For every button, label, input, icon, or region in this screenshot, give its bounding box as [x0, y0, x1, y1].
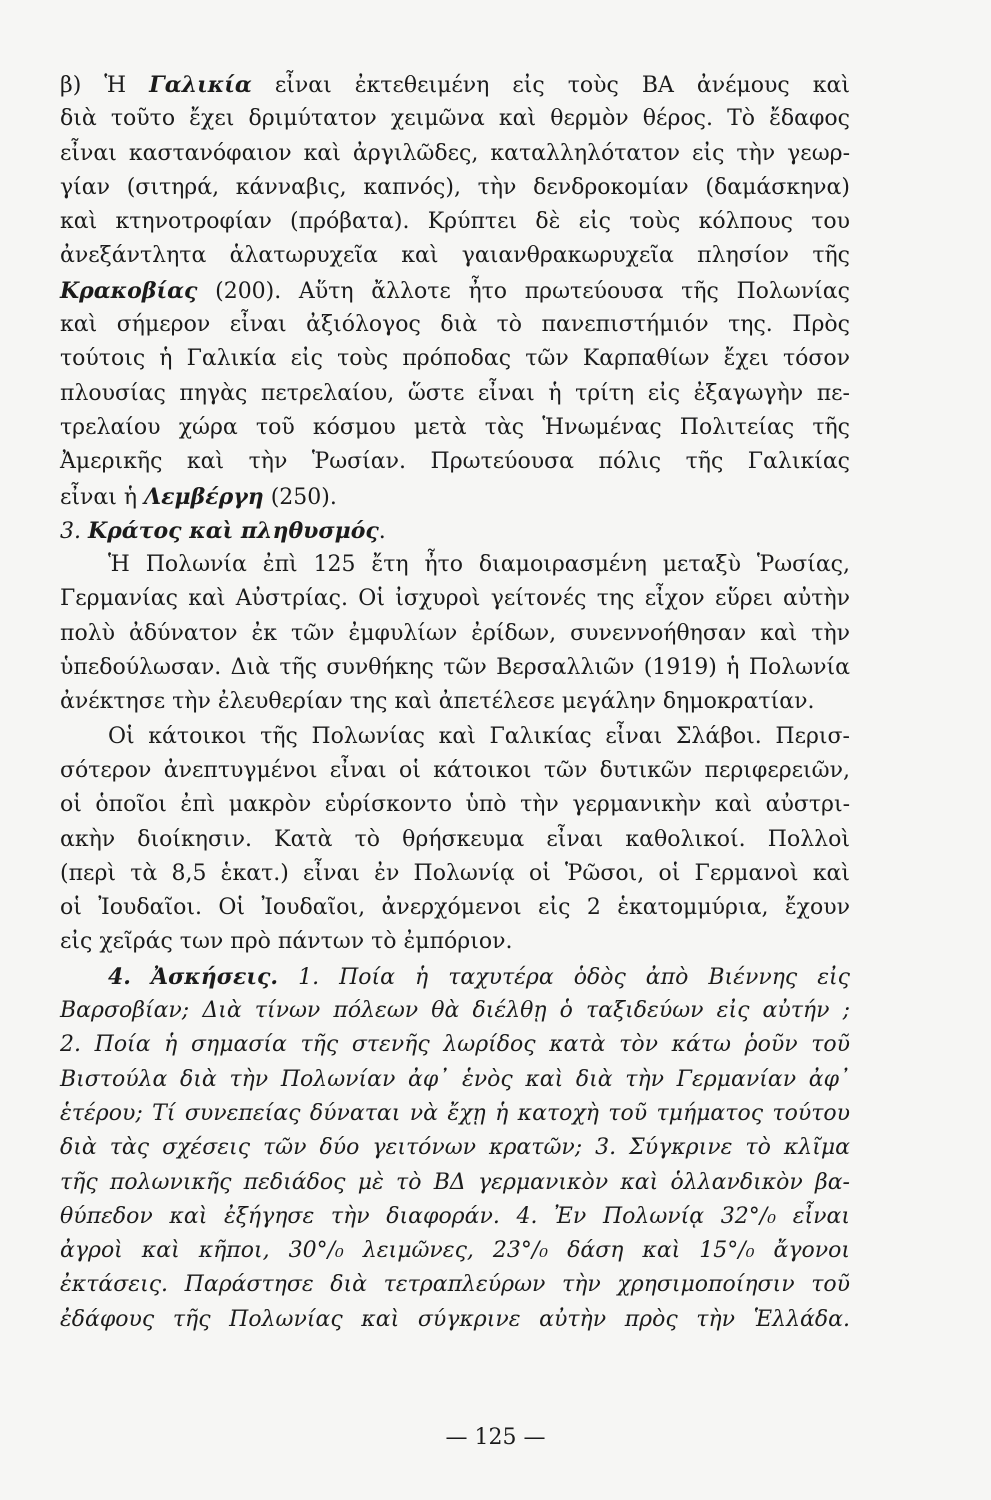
- heading-title: Κράτος καὶ πληθυσμός: [88, 517, 379, 544]
- text-line: οἱ Ἰουδαῖοι. Οἱ Ἰουδαῖοι, ἀνερχόμενοι εἰς 2 ἑκατομμύρια, ἔχουν: [60, 895, 850, 921]
- text-line: εἰς χεῖράς των πρὸ πάντων τὸ ἐμπόριον.: [60, 929, 513, 955]
- text-line: τούτοις ἡ Γαλικία εἰς τοὺς πρόποδας τῶν Καρπαθίων ἔχει τόσον: [60, 346, 850, 372]
- text-line: Βαρσοβίαν; Διὰ τίνων πόλεων θὰ διέλθῃ ὁ ταξιδεύων εἰς αὐτήν ;: [60, 998, 850, 1024]
- text-line: ἀνέκτησε τὴν ἐλευθερίαν της καὶ ἀπετέλεσε μεγάλην δημοκρατίαν.: [60, 689, 815, 715]
- text-line: πλουσίας πηγὰς πετρελαίου, ὥστε εἶναι ἡ τρίτη εἰς ἐξαγωγὴν πε-: [60, 380, 850, 406]
- text-line: β) Ἡ Γαλικία εἶναι ἐκτεθειμένη εἰς τοὺς ΒΑ ἀνέμους καὶ: [60, 72, 850, 98]
- term-galicia: Γαλικία: [149, 72, 252, 98]
- term-krakow: Κρακοβίας: [60, 277, 198, 304]
- text-line: ἀγροὶ καὶ κῆποι, 30°/₀ λειμῶνες, 23°/₀ δάση καὶ 15°/₀ ἄγονοι: [60, 1238, 850, 1264]
- term-lemberg: Λεμβέργη: [144, 483, 264, 510]
- text-line: θύπεδον καὶ ἐξήγησε τὴν διαφοράν. 4. Ἐν Πολωνίᾳ 32°/₀ εἶναι: [60, 1203, 850, 1229]
- text-line: εἶναι καστανόφαιον καὶ ἀργιλῶδες, καταλληλότατον εἰς τὴν γεωρ-: [60, 140, 850, 166]
- text-line: ὑπεδούλωσαν. Διὰ τῆς συνθήκης τῶν Βερσαλλιῶν (1919) ἡ Πολωνία: [60, 655, 850, 681]
- section-galicia: [60, 68, 850, 514]
- section-exercises: [60, 960, 850, 1337]
- section-state-population: [60, 514, 850, 960]
- text-line: οἱ ὁποῖοι ἐπὶ μακρὸν εὑρίσκοντο ὑπὸ τὴν γερμανικὴν καὶ αὐστρι-: [60, 792, 850, 818]
- text-line: ἐκτάσεις. Παράστησε διὰ τετραπλεύρων τὴν χρησιμοποίησιν τοῦ: [60, 1272, 850, 1298]
- text-line: (περὶ τὰ 8,5 ἑκατ.) εἶναι ἐν Πολωνίᾳ οἱ Ῥῶσοι, οἱ Γερμανοὶ καὶ: [60, 860, 850, 886]
- text-line: διὰ τὰς σχέσεις τῶν δύο γειτόνων κρατῶν; 3. Σύγκρινε τὸ κλῖμα: [60, 1135, 850, 1161]
- page-number: — 125 —: [445, 1425, 546, 1450]
- text-line: εἶναι ἡ Λεμβέργη (250).: [60, 483, 337, 510]
- text-line: Ἀμερικῆς καὶ τὴν Ῥωσίαν. Πρωτεύουσα πόλις τῆς Γαλικίας: [60, 449, 850, 475]
- heading-number: 3.: [60, 518, 81, 544]
- section-heading: 3. Κράτος καὶ πληθυσμός.: [60, 517, 386, 544]
- text-line: γίαν (σιτηρά, κάνναβις, καπνός), τὴν δενδροκομίαν (δαμάσκηνα): [60, 174, 850, 200]
- text-line: σότερον ἀνεπτυγμένοι εἶναι οἱ κάτοικοι τῶν δυτικῶν περιφερειῶν,: [60, 757, 850, 783]
- text-line: τῆς πολωνικῆς πεδιάδος μὲ τὸ ΒΔ γερμανικὸν καὶ ὁλλανδικὸν βα-: [60, 1169, 850, 1195]
- heading-number: 4.: [108, 963, 131, 990]
- text-line: καὶ κτηνοτροφίαν (πρόβατα). Κρύπτει δὲ εἰς τοὺς κόλπους του: [60, 209, 850, 235]
- text-line: τρελαίου χώρα τοῦ κόσμου μετὰ τὰς Ἡνωμένας Πολιτείας τῆς: [60, 414, 850, 440]
- text-line: Βιστούλα διὰ τὴν Πολωνίαν ἀφ᾿ ἑνὸς καὶ διὰ τὴν Γερμανίαν ἀφ᾿: [60, 1066, 850, 1092]
- text-line: Οἱ κάτοικοι τῆς Πολωνίας καὶ Γαλικίας εἶναι Σλάβοι. Περισ-: [108, 723, 850, 749]
- section-heading: 4. Ἀσκήσεις. 1. Ποία ἡ ταχυτέρα ὁδὸς ἀπὸ Βιέννης εἰς: [108, 963, 851, 990]
- text-line: πολὺ ἀδύνατον ἐκ τῶν ἐμφυλίων ἐρίδων, συνεννοήθησαν καὶ τὴν: [60, 620, 850, 646]
- text-line: ἐδάφους τῆς Πολωνίας καὶ σύγκρινε αὐτὴν πρὸς τὴν Ἑλλάδα.: [60, 1306, 850, 1332]
- text-line: ἑτέρου; Τί συνεπείας δύναται νὰ ἔχῃ ἡ κατοχὴ τοῦ τμήματος τούτου: [60, 1100, 850, 1126]
- text-line: 2. Ποία ἡ σημασία τῆς στενῆς λωρίδος κατὰ τὸν κάτω ῥοῦν τοῦ: [60, 1032, 850, 1058]
- text-line: καὶ σήμερον εἶναι ἀξιόλογος διὰ τὸ πανεπιστήμιόν της. Πρὸς: [60, 312, 850, 338]
- text-line: ἀνεξάντλητα ἁλατωρυχεῖα καὶ γαιανθρακωρυχεῖα πλησίον τῆς: [60, 243, 850, 269]
- heading-title: Ἀσκήσεις.: [151, 963, 279, 990]
- text-line: Ἡ Πολωνία ἐπὶ 125 ἔτη ἦτο διαμοιρασμένη μεταξὺ Ῥωσίας,: [108, 552, 850, 578]
- text-line: Κρακοβίας (200). Αὕτη ἄλλοτε ἦτο πρωτεύουσα τῆς Πολωνίας: [60, 277, 850, 304]
- text-line: διὰ τοῦτο ἔχει δριμύτατον χειμῶνα καὶ θερμὸν θέρος. Τὸ ἔδαφος: [60, 106, 850, 132]
- text-line: ακὴν διοίκησιν. Κατὰ τὸ θρήσκευμα εἶναι καθολικοί. Πολλοὶ: [60, 826, 850, 852]
- page-body: [60, 68, 850, 1337]
- text-line: Γερμανίας καὶ Αὐστρίας. Οἱ ἰσχυροὶ γείτονές της εἶχον εὕρει αὐτὴν: [60, 586, 850, 612]
